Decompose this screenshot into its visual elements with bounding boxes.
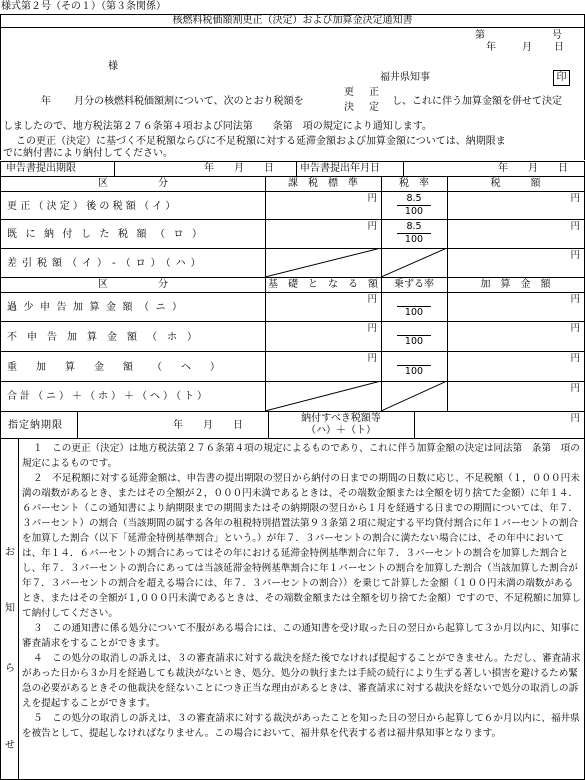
penalty-total-label: 合計（ニ）＋（ホ）＋（ヘ）（ト） <box>7 391 210 402</box>
tax-rate-denominator: 100 <box>404 234 424 245</box>
notice-text <box>22 441 582 741</box>
intro-line1-end: し、これに伴う加算金額を併せて決定 <box>392 96 562 107</box>
notice-item: １ この更正（決定）は地方税法第２７６条第４項の規定によるものであり、これに伴う加算金額の決定は同法第 条第 項の規定によるものです。 <box>22 443 580 469</box>
addressee-suffix: 様 <box>108 61 118 72</box>
penalty-header-base: 基 礎 と な る 額 <box>268 279 378 290</box>
deadline-row <box>0 161 585 177</box>
tax-rate-numerator: 8.5 <box>397 221 431 234</box>
tax-row-label: 更正（決定）後の税額（イ） <box>7 201 179 212</box>
tax-table <box>0 176 585 278</box>
penalty-row-label: 重加算金額（ヘ） <box>7 362 239 373</box>
penalty-amount-unit: 円 <box>570 353 580 364</box>
penalty-rate-fraction <box>389 353 439 378</box>
tax-amount-unit: 円 <box>570 221 580 232</box>
notice-block <box>0 438 585 780</box>
penalty-rate-denominator: 100 <box>404 307 424 318</box>
tax-rate-fraction <box>389 193 439 218</box>
penalty-total-unit: 円 <box>570 383 580 394</box>
kettei-char-1: 決 <box>344 102 354 113</box>
tax-base-unit: 円 <box>367 193 377 204</box>
penalty-rate-denominator: 100 <box>404 336 424 347</box>
tax-amount-unit: 円 <box>570 193 580 204</box>
kousei-char-2: 正 <box>369 87 379 98</box>
notice-label-char: せ <box>5 740 15 751</box>
form-label: 様式第２号（その１）（第３条関係） <box>1 1 166 12</box>
intro-line1: 月分の核燃料税価額割について、次のとおり税額を <box>74 96 304 107</box>
amount-due-unit: 円 <box>570 413 580 424</box>
penalty-rate-fraction <box>389 294 439 319</box>
issuer-name: 福井県知事 <box>380 72 430 83</box>
penalty-amount-unit: 円 <box>570 323 580 334</box>
tax-header-base: 課 税 標 準 <box>288 178 358 189</box>
header-left-border <box>0 28 1 160</box>
amount-due-formula: （ハ）＋（ト） <box>306 425 376 436</box>
penalty-header-category: 区 分 <box>98 279 168 290</box>
issue-month-mark: 月 <box>522 42 532 53</box>
notice-item: ３ この通知書に係る処分について不服がある場合には、この通知書を受け取った日の翌日から起算して３か月以内に、知事に審査請求をすることができます。 <box>22 623 580 649</box>
tax-base-unit: 円 <box>367 221 377 232</box>
notice-label-char: 知 <box>5 603 15 614</box>
tax-row-diagonal <box>265 248 447 277</box>
penalty-row-label: 過少申告加算金額（ニ） <box>7 302 189 313</box>
document-title: 核燃料税価額割更正（決定）および加算金決定通知書 <box>172 15 413 26</box>
tax-rate-denominator: 100 <box>404 206 424 217</box>
filing-date-value: 年 月 日 <box>498 163 568 174</box>
tax-header-amount: 税 額 <box>490 178 541 189</box>
penalty-base-unit: 円 <box>367 353 377 364</box>
intro-year-mark: 年 <box>41 96 51 107</box>
kousei-char-1: 更 <box>344 87 354 98</box>
penalty-table <box>0 277 585 412</box>
notice-label-char: ら <box>5 663 15 674</box>
tax-header-category: 区 分 <box>98 178 168 189</box>
notice-item: ４ この処分の取消しの訴えは、３の審査請求に対する裁決を経た後でなければ提起することができません。ただし、審査請求があった日から３か月を経過しても裁決がないとき、処分、処分の執行または手続の続行により生ずる著しい損害を避けるため緊急の必要があるときその他裁決を経ないことにつき正当な理由があるときは、審査請求に対する裁決を経ないで処分の取消しの訴えを提起することができます。 <box>22 653 581 709</box>
kettei-char-2: 定 <box>369 102 379 113</box>
intro-line3: この更正（決定）に基づく不足税額ならびに不足税額に対する延滞金額および加算金額については、納期限ま <box>16 136 506 147</box>
notice-item: ２ 不足税額に対する延滞金額は、申告書の提出期限の翌日から納付の日までの期間の日数に応じ、不足税額（１，０００円未満の端数があるとき、またはその全額が２，０００円未満であるときは、その端数金額または全額を切り捨てた金額）に年１４．６パーセント（この通知書により納期限までの期間またはその納期限の翌日から１月を経過する日までの期間については、年７．３パーセント）の割合（当該期間の属する各年の租税特別措置法第９３条第２項に規定する平均貸付割合に年１パーセントの割合を加算した割合（以下「延滞金特例基準割合」という。）が年７．３パーセントの割合に満たない場合には、その年中においては、年１４．６パーセントの割合にあってはその年における延滞金特例基準割合に年７．３パーセントの割合を加算した割合とし、年７．３パーセントの割合にあっては当該延滞金特例基準割合に年１パーセントの割合を加算した割合（当該加算した割合が年７．３パーセントの割合を超える場合には、年７．３パーセントの割合））を乗じて計算した金額（１００円未満の端数があるとき、またはその全額が１,０００円未満であるときは、その端数金額または全額を切り捨てた金額）ですので、不足税額に加算して納付してください。 <box>22 473 581 619</box>
tax-rate-fraction <box>389 221 439 246</box>
tax-header-rate: 税 率 <box>399 178 429 189</box>
penalty-base-unit: 円 <box>367 294 377 305</box>
title-bar <box>0 14 585 28</box>
notice-label-char: お <box>5 547 15 558</box>
seal-mark: 印 <box>553 70 570 86</box>
filing-deadline-date: 年 月 日 <box>204 163 274 174</box>
tax-rate-numerator: 8.5 <box>397 193 431 206</box>
tax-row-label: 既に納付した税額（ロ） <box>7 229 211 240</box>
issue-year-mark: 年 <box>486 42 496 53</box>
doc-number-suffix: 号 <box>552 30 562 41</box>
issue-day-mark: 日 <box>554 42 564 53</box>
payment-deadline-date: 年 月 日 <box>173 420 243 431</box>
penalty-header-amount: 加 算 金 額 <box>480 279 551 290</box>
amount-due-label: 納付すべき税額等 <box>301 413 381 424</box>
intro-line2: しましたので、地方税法第２７６条第４項および同法第 条第 項の規定により通知します。 <box>3 121 432 132</box>
doc-number-prefix: 第 <box>475 30 485 41</box>
filing-date-label: 申告書提出年月日 <box>300 163 380 174</box>
tax-row-label: 差引税額（イ）-（ロ）（ハ） <box>7 258 206 269</box>
penalty-base-unit: 円 <box>367 323 377 334</box>
intro-line4: でに納付書により納付してください。 <box>3 148 173 159</box>
penalty-total-diagonal <box>265 381 447 411</box>
penalty-header-rate: 乗ずる率 <box>394 279 434 290</box>
filing-deadline-label: 申告書提出期限 <box>6 163 76 174</box>
payment-deadline-label: 指定納期限 <box>8 420 63 431</box>
penalty-rate-fraction <box>389 323 439 348</box>
penalty-rate-denominator: 100 <box>404 366 424 377</box>
penalty-row-label: 不申告加算金額（ホ） <box>7 332 207 343</box>
tax-amount-unit: 円 <box>570 250 580 261</box>
penalty-amount-unit: 円 <box>570 294 580 305</box>
payment-row <box>0 411 585 439</box>
notice-item: ５ この処分の取消しの訴えは、３の審査請求に対する裁決があったことを知った日の翌日から起算して６か月以内に、福井県を被告として、提起しなければなりません。この場合において、福井県を代表する者は福井県知事となります。 <box>22 713 580 739</box>
